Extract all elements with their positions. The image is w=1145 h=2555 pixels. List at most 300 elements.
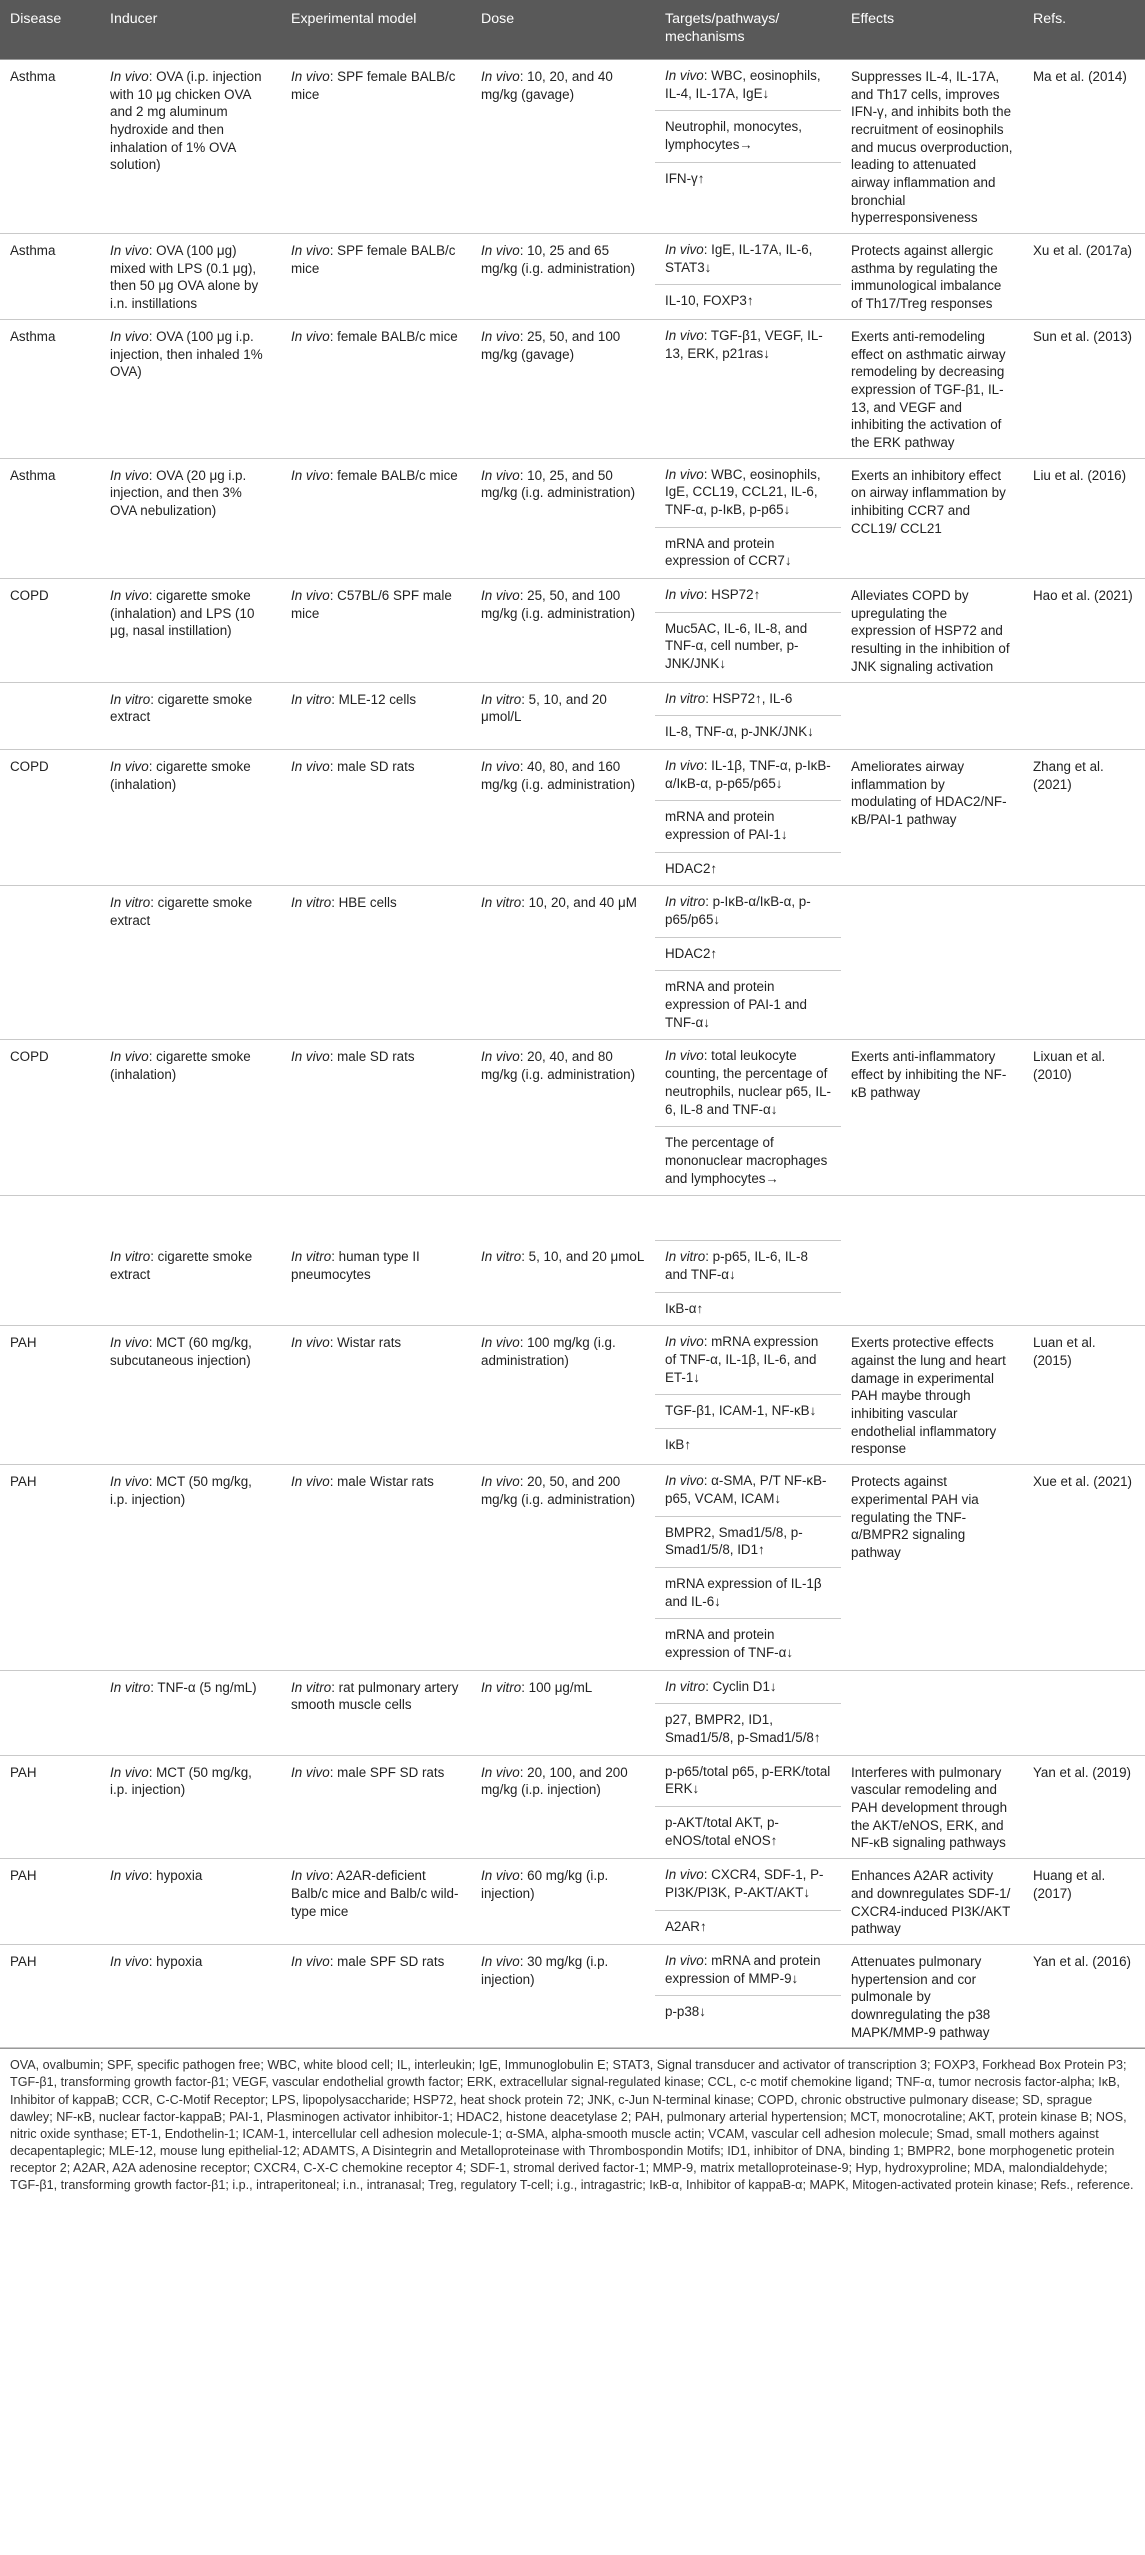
target-text: : mRNA expression of TNF-α, IL-1β, IL-6, and ET-1↓	[665, 1334, 819, 1385]
header-inducer: Inducer	[100, 0, 281, 59]
target-item	[655, 1945, 841, 1996]
target-item	[655, 1429, 841, 1462]
dose-cell-text: : 25, 50, and 100 mg/kg (gavage)	[481, 328, 621, 362]
model-cell	[281, 579, 471, 682]
table-row	[0, 1944, 1145, 2047]
dose-cell	[471, 749, 655, 885]
inducer-cell-prefix: In vivo	[110, 1474, 149, 1490]
targets-cell	[655, 579, 841, 682]
inducer-cell-text: : cigarette smoke (inhalation)	[110, 1049, 251, 1083]
refs-text: Xue et al. (2021)	[1033, 1474, 1133, 1490]
model-cell-text: : SPF female BALB/c mice	[291, 243, 456, 276]
model-cell-text: : Wistar rats	[329, 1335, 402, 1351]
dose-cell	[471, 319, 655, 458]
target-prefix: In vivo	[665, 1952, 704, 1968]
dose-cell	[471, 1040, 655, 1196]
refs-cell	[1023, 1040, 1145, 1196]
target-item	[655, 234, 841, 285]
disease-cell	[0, 682, 100, 749]
table-header	[0, 0, 1145, 59]
target-text: : Cyclin D1↓	[705, 1678, 777, 1694]
inducer-cell	[100, 1755, 281, 1858]
target-item	[655, 285, 841, 318]
target-text: : p-IκB-α/IκB-α, p-p65/p65↓	[665, 894, 811, 928]
model-cell-text: : male SPF SD rats	[329, 1764, 445, 1780]
inducer-cell-prefix: In vivo	[110, 328, 149, 344]
model-cell-text: : female BALB/c mice	[329, 328, 458, 344]
target-text: : α-SMA, P/T NF-κB-p65, VCAM, ICAM↓	[665, 1473, 827, 1506]
model-cell-prefix: In vivo	[291, 467, 330, 483]
dose-cell-text: : 30 mg/kg (i.p. injection)	[481, 1953, 609, 1987]
target-item	[655, 683, 841, 717]
effects-cell	[841, 1755, 1023, 1858]
inducer-cell-text: : cigarette smoke extract	[110, 1249, 253, 1282]
target-prefix: In vitro	[665, 1249, 706, 1265]
target-prefix: In vivo	[665, 1334, 704, 1350]
dose-cell-prefix: In vitro	[481, 895, 522, 911]
inducer-cell-text: : TNF-α (5 ng/mL)	[150, 1679, 257, 1695]
target-text: p-p38↓	[665, 2004, 706, 2020]
inducer-cell	[100, 749, 281, 885]
model-cell-text: : MLE-12 cells	[331, 691, 417, 707]
model-cell	[281, 1326, 471, 1465]
table-row	[0, 1465, 1145, 1671]
table-row	[0, 234, 1145, 320]
target-text: mRNA and protein expression of TNF-α↓	[665, 1627, 794, 1660]
target-text: p-AKT/total AKT, p-eNOS/total eNOS↑	[665, 1815, 779, 1848]
dose-cell-prefix: In vivo	[481, 68, 520, 84]
refs-cell	[1023, 749, 1145, 885]
target-item	[655, 1568, 841, 1619]
disease-cell	[0, 749, 100, 885]
targets-cell	[655, 1944, 841, 2047]
effects-text: Protects against experimental PAH via regulating the TNF-α/BMPR2 signaling pathway	[851, 1474, 979, 1560]
target-item	[655, 1241, 841, 1292]
model-cell-text: : male SD rats	[329, 758, 415, 774]
inducer-cell	[100, 458, 281, 578]
target-item	[655, 971, 841, 1039]
dose-cell-prefix: In vivo	[481, 1335, 520, 1351]
target-text: : IL-1β, TNF-α, p-IκB-α/IκB-α, p-p65/p65↓	[665, 757, 831, 791]
dose-cell-text: : 60 mg/kg (i.p. injection)	[481, 1868, 609, 1901]
effects-cell	[841, 1465, 1023, 1671]
inducer-cell-text: : OVA (100 μg i.p. injection, then inhaled 1% OVA)	[110, 328, 263, 380]
target-prefix: In vitro	[665, 1678, 706, 1694]
target-item	[655, 801, 841, 852]
target-text: : WBC, eosinophils, IL-4, IL-17A, IgE↓	[665, 67, 821, 101]
target-prefix: In vivo	[665, 327, 704, 343]
inducer-cell-prefix: In vivo	[110, 68, 149, 84]
model-cell-prefix: In vivo	[291, 1764, 330, 1780]
targets-cell	[655, 1755, 841, 1858]
model-cell	[281, 886, 471, 1040]
model-cell-prefix: In vivo	[291, 243, 330, 259]
target-item	[655, 60, 841, 111]
target-text: HDAC2↑	[665, 945, 718, 961]
target-text: : CXCR4, SDF-1, P-PI3K/PI3K, P-AKT/AKT↓	[665, 1867, 824, 1900]
effects-cell	[841, 1326, 1023, 1465]
disease-label: Asthma	[10, 68, 56, 84]
refs-text: Yan et al. (2016)	[1033, 1953, 1132, 1969]
model-cell	[281, 59, 471, 233]
target-item	[655, 716, 841, 749]
refs-cell	[1023, 319, 1145, 458]
header-targets: Targets/pathways/ mechanisms	[655, 0, 841, 59]
target-text: mRNA and protein expression of CCR7↓	[665, 535, 792, 569]
target-item	[655, 1465, 841, 1516]
effects-text: Exerts protective effects against the lung and heart damage in experimental PAH maybe through inhibiting vascular endothelial inflammatory response	[851, 1335, 1006, 1457]
target-text: mRNA and protein expression of PAI-1↓	[665, 809, 788, 842]
refs-cell	[1023, 458, 1145, 578]
disease-label: PAH	[10, 1764, 37, 1780]
refs-cell	[1023, 1670, 1145, 1755]
dose-cell-text: : 5, 10, and 20 μmoL	[521, 1249, 645, 1265]
model-cell-prefix: In vivo	[291, 1474, 330, 1490]
inducer-cell-text: : MCT (60 mg/kg, subcutaneous injection)	[110, 1335, 252, 1369]
header-model: Experimental model	[281, 0, 471, 59]
inducer-cell	[100, 682, 281, 749]
dose-cell-prefix: In vivo	[481, 758, 520, 774]
table-row	[0, 1040, 1145, 1196]
effects-text: Enhances A2AR activity and downregulates SDF-1/ CXCR4-induced PI3K/AKT pathway	[851, 1868, 1011, 1937]
target-text: IκB-α↑	[665, 1300, 704, 1316]
header-effects: Effects	[841, 0, 1023, 59]
target-item	[655, 1671, 841, 1705]
dose-cell-prefix: In vivo	[481, 1953, 520, 1969]
disease-label: COPD	[10, 588, 49, 604]
dose-cell-text: : 20, 50, and 200 mg/kg (i.g. administration)	[481, 1474, 636, 1507]
target-item	[655, 528, 841, 578]
dose-cell-text: : 100 μg/mL	[521, 1679, 593, 1695]
model-cell-prefix: In vivo	[291, 68, 330, 84]
model-cell-text: : rat pulmonary artery smooth muscle cells	[291, 1679, 459, 1713]
effects-text: Interferes with pulmonary vascular remodeling and PAH development through the AKT/eNOS, ERK, and NF-κB signaling pathways	[851, 1764, 1008, 1851]
target-text: The percentage of mononuclear macrophages and lymphocytes→	[665, 1135, 828, 1186]
effects-cell	[841, 1196, 1023, 1326]
table-row	[0, 682, 1145, 749]
model-cell	[281, 1755, 471, 1858]
disease-cell	[0, 1859, 100, 1945]
disease-label: PAH	[10, 1335, 37, 1351]
inducer-cell-prefix: In vitro	[110, 895, 151, 911]
table-row	[0, 1326, 1145, 1465]
dose-cell-prefix: In vivo	[481, 1474, 520, 1490]
effects-cell	[841, 1944, 1023, 2047]
model-cell	[281, 319, 471, 458]
inducer-cell	[100, 886, 281, 1040]
target-item	[655, 579, 841, 613]
target-text: : IgE, IL-17A, IL-6, STAT3↓	[665, 242, 813, 275]
target-item	[655, 1911, 841, 1944]
model-cell-text: : male SPF SD rats	[329, 1953, 445, 1969]
targets-cell	[655, 1859, 841, 1945]
dose-cell	[471, 458, 655, 578]
target-item	[655, 886, 841, 937]
inducer-cell	[100, 1465, 281, 1671]
model-cell-text: : female BALB/c mice	[329, 467, 458, 483]
dose-cell-prefix: In vivo	[481, 243, 520, 259]
refs-cell	[1023, 1326, 1145, 1465]
dose-cell	[471, 234, 655, 320]
inducer-cell	[100, 1859, 281, 1945]
target-text: : total leukocyte counting, the percentage of neutrophils, nuclear p65, IL-6, IL-8 and TNF-α↓	[665, 1048, 831, 1117]
target-text: : TGF-β1, VEGF, IL-13, ERK, p21ras↓	[665, 327, 823, 361]
dose-cell	[471, 1196, 655, 1326]
disease-cell	[0, 579, 100, 682]
inducer-cell-prefix: In vivo	[110, 758, 149, 774]
inducer-cell-text: : OVA (100 μg) mixed with LPS (0.1 μg), then 50 μg OVA alone by i.n. instillations	[110, 243, 259, 312]
refs-text: Luan et al. (2015)	[1033, 1335, 1096, 1369]
dose-cell-text: : 5, 10, and 20 μmol/L	[481, 691, 607, 725]
refs-cell	[1023, 1944, 1145, 2047]
inducer-cell-prefix: In vivo	[110, 1953, 149, 1969]
header-refs: Refs.	[1023, 0, 1145, 59]
table-row	[0, 749, 1145, 885]
model-cell-prefix: In vivo	[291, 328, 330, 344]
targets-cell	[655, 234, 841, 320]
refs-text: Sun et al. (2013)	[1033, 328, 1133, 344]
disease-cell	[0, 1465, 100, 1671]
target-prefix: In vitro	[665, 894, 706, 910]
table-row	[0, 319, 1145, 458]
target-text: : WBC, eosinophils, IgE, CCL19, CCL21, IL-6, TNF-α, p-IκB, p-p65↓	[665, 466, 821, 518]
target-text: : mRNA and protein expression of MMP-9↓	[665, 1952, 821, 1986]
target-text: : HSP72↑	[703, 587, 761, 603]
effects-cell	[841, 749, 1023, 885]
dose-cell	[471, 1465, 655, 1671]
targets-cell	[655, 1196, 841, 1326]
table-footnote: OVA, ovalbumin; SPF, specific pathogen free; WBC, white blood cell; IL, interleukin; IgE, Immunoglobulin E; STAT3, Signal transducer and activator of transcription 3; FOXP3, Forkhead Box Protein P3; TGF-β1, transforming growth factor-β1; VEGF, vascular endothelial growth factor; ERK, extracellular signal-regulated kinase; CCL, c-c motif chemokine ligand; TNF-α, tumor necrosis factor-alpha; IκB, Inhibitor of kappaB; CCR, C-C-Motif Receptor; LPS, lipopolysaccharide; HSP72, heat shock protein 72; JNK, c-Jun N-terminal kinase; COPD, chronic obstructive pulmonary disease; SD, sprague dawley; NF-κB, nuclear factor-kappaB; PAI-1, Plasminogen activator inhibitor-1; HDAC2, histone deacetylase 2; PAH, pulmonary arterial hypertension; MCT, monocrotaline; AKT, protein kinase B; NOS, nitric oxide synthase; ET-1, Endothelin-1; ICAM-1, intercellular cell adhesion molecule-1; α-SMA, alpha-smooth muscle actin; VCAM, vascular cell adhesion molecule; Smad, small mothers against decapentaplegic; MLE-12, mouse lung epithelial-12; ADAMTS, A Disintegrin and Metalloproteinase with Thrombospondin Motifs; ID1, inhibitor of DNA, binding 1; BMPR2, bone morphogenetic protein receptor 2; A2AR, A2A adenosine receptor; CXCR4, C-X-C chemokine receptor 4; SDF-1, stromal derived factor-1; MMP-9, matrix metalloproteinase-9; Hyp, hydroxyproline; MDA, malondialdehyde; TGF-β1, transforming growth factor-β1; i.p., intraperitoneal; i.n., intranasal; Treg, regulatory T-cell; i.g., intragastric; IκB-α, Inhibitor of kappaB-α; MAPK, Mitogen-activated protein kinase; Refs., reference.	[0, 2048, 1145, 2204]
dose-cell-text: : 20, 40, and 80 mg/kg (i.g. administration)	[481, 1049, 636, 1083]
disease-label: PAH	[10, 1474, 37, 1490]
dose-cell-prefix: In vivo	[481, 588, 520, 604]
target-prefix: In vivo	[665, 1867, 704, 1883]
inducer-cell-text: : cigarette smoke (inhalation) and LPS (10 μg, nasal instillation)	[110, 588, 255, 639]
target-item	[655, 1293, 841, 1326]
target-text: TGF-β1, ICAM-1, NF-κB↓	[665, 1403, 817, 1419]
model-cell	[281, 1859, 471, 1945]
refs-cell	[1023, 1755, 1145, 1858]
target-prefix: In vivo	[665, 1048, 704, 1064]
refs-cell	[1023, 59, 1145, 233]
disease-cell	[0, 1326, 100, 1465]
table-row	[0, 458, 1145, 578]
disease-cell	[0, 1944, 100, 2047]
model-cell-prefix: In vitro	[291, 691, 332, 707]
dose-cell-text: : 25, 50, and 100 mg/kg (i.g. administration)	[481, 588, 636, 621]
inducer-cell-text: : cigarette smoke extract	[110, 895, 253, 929]
targets-cell	[655, 682, 841, 749]
dose-cell-prefix: In vivo	[481, 328, 520, 344]
table-row	[0, 59, 1145, 233]
dose-cell	[471, 1670, 655, 1755]
effects-cell	[841, 59, 1023, 233]
model-cell	[281, 1944, 471, 2047]
model-cell	[281, 234, 471, 320]
targets-cell	[655, 886, 841, 1040]
table-row	[0, 886, 1145, 1040]
effects-cell	[841, 458, 1023, 578]
dose-cell	[471, 59, 655, 233]
inducer-cell	[100, 1670, 281, 1755]
target-item	[655, 1517, 841, 1568]
table-row	[0, 1859, 1145, 1945]
model-cell	[281, 1670, 471, 1755]
inducer-cell-text: : MCT (50 mg/kg, i.p. injection)	[110, 1764, 252, 1798]
dose-cell-prefix: In vitro	[481, 1679, 522, 1695]
model-cell	[281, 749, 471, 885]
target-text: IκB↑	[665, 1437, 692, 1453]
model-cell-prefix: In vitro	[291, 895, 332, 911]
disease-cell	[0, 234, 100, 320]
refs-text: Huang et al. (2017)	[1033, 1868, 1106, 1901]
effects-text: Exerts anti-remodeling effect on asthmatic airway remodeling by decreasing expression of TGF-β1, IL-13, and VEGF and inhibiting the activation of the ERK pathway	[851, 328, 1006, 450]
target-item	[655, 1395, 841, 1429]
inducer-cell-prefix: In vivo	[110, 1868, 149, 1884]
effects-text: Attenuates pulmonary hypertension and cor pulmonale by downregulating the p38 MAPK/MMP-9 pathway	[851, 1953, 991, 2040]
disease-label: Asthma	[10, 467, 56, 483]
model-cell-text: : male SD rats	[329, 1049, 415, 1065]
model-cell-prefix: In vivo	[291, 1953, 330, 1969]
disease-label: PAH	[10, 1953, 37, 1969]
target-item	[655, 750, 841, 801]
dose-cell-prefix: In vivo	[481, 467, 520, 483]
target-item	[655, 1996, 841, 2029]
inducer-cell	[100, 579, 281, 682]
dose-cell-text: : 20, 100, and 200 mg/kg (i.p. injection)	[481, 1764, 628, 1798]
target-prefix: In vivo	[665, 242, 704, 258]
inducer-cell-prefix: In vivo	[110, 588, 149, 604]
inducer-cell-text: : OVA (20 μg i.p. injection, and then 3% OVA nebulization)	[110, 467, 247, 519]
target-text: : p-p65, IL-6, IL-8 and TNF-α↓	[665, 1249, 808, 1282]
target-text: Muc5AC, IL-6, IL-8, and TNF-α, cell number, p-JNK/JNK↓	[665, 620, 808, 672]
target-item	[655, 320, 841, 370]
targets-cell	[655, 1040, 841, 1196]
inducer-cell-prefix: In vivo	[110, 467, 149, 483]
target-text: Neutrophil, monocytes, lymphocytes→	[665, 119, 802, 152]
effects-text: Exerts an inhibitory effect on airway inflammation by inhibiting CCR7 and CCL19/ CCL21	[851, 467, 1006, 536]
dose-cell-text: : 10, 20, and 40 μM	[521, 895, 637, 911]
effects-cell	[841, 1859, 1023, 1945]
target-text: mRNA and protein expression of PAI-1 and TNF-α↓	[665, 979, 807, 1030]
disease-cell	[0, 1196, 100, 1326]
disease-label: Asthma	[10, 328, 56, 344]
effects-cell	[841, 682, 1023, 749]
refs-cell	[1023, 1859, 1145, 1945]
inducer-cell-prefix: In vitro	[110, 691, 151, 707]
effects-cell	[841, 234, 1023, 320]
inducer-cell	[100, 1944, 281, 2047]
inducer-cell-prefix: In vivo	[110, 1049, 149, 1065]
inducer-cell-prefix: In vivo	[110, 1335, 149, 1351]
dose-cell	[471, 1859, 655, 1945]
target-item	[655, 111, 841, 162]
model-cell-text: : HBE cells	[331, 895, 397, 911]
dose-cell	[471, 1326, 655, 1465]
effects-text: Ameliorates airway inflammation by modulating of HDAC2/NF-κB/PAI-1 pathway	[851, 758, 1007, 827]
disease-cell	[0, 1755, 100, 1858]
refs-cell	[1023, 579, 1145, 682]
effects-cell	[841, 886, 1023, 1040]
disease-label: Asthma	[10, 243, 56, 259]
dose-cell-prefix: In vivo	[481, 1764, 520, 1780]
dose-cell	[471, 886, 655, 1040]
dose-cell	[471, 1944, 655, 2047]
model-cell-prefix: In vivo	[291, 1868, 330, 1884]
dose-cell	[471, 579, 655, 682]
model-cell-prefix: In vitro	[291, 1679, 332, 1695]
target-prefix: In vivo	[665, 67, 704, 83]
target-text: IL-10, FOXP3↑	[665, 293, 754, 309]
table-row	[0, 1670, 1145, 1755]
disease-label: PAH	[10, 1868, 37, 1884]
inducer-cell-text: : MCT (50 mg/kg, i.p. injection)	[110, 1474, 252, 1507]
disease-cell	[0, 1670, 100, 1755]
refs-text: Xu et al. (2017a)	[1033, 243, 1133, 259]
effects-text: Alleviates COPD by upregulating the expression of HSP72 and resulting in the inhibition of JNK signaling activation	[851, 588, 1010, 674]
targets-cell	[655, 749, 841, 885]
disease-cell	[0, 886, 100, 1040]
target-item	[655, 1127, 841, 1195]
refs-cell	[1023, 886, 1145, 1040]
target-text: p27, BMPR2, ID1, Smad1/5/8, p-Smad1/5/8↑	[665, 1712, 821, 1746]
target-item	[655, 1619, 841, 1669]
dose-cell-text: : 10, 20, and 40 mg/kg (gavage)	[481, 68, 613, 102]
targets-cell	[655, 319, 841, 458]
dose-cell-prefix: In vivo	[481, 1049, 520, 1065]
dose-cell-text: : 40, 80, and 160 mg/kg (i.g. administration)	[481, 758, 636, 792]
refs-cell	[1023, 682, 1145, 749]
table-body	[0, 59, 1145, 2047]
effects-cell	[841, 1670, 1023, 1755]
target-prefix: In vivo	[665, 587, 704, 603]
dose-cell-prefix: In vitro	[481, 691, 522, 707]
target-text: mRNA expression of IL-1β and IL-6↓	[665, 1575, 822, 1609]
targets-cell	[655, 1670, 841, 1755]
model-cell	[281, 1196, 471, 1326]
inducer-cell-prefix: In vivo	[110, 1764, 149, 1780]
refs-text: Ma et al. (2014)	[1033, 68, 1127, 84]
effects-cell	[841, 1040, 1023, 1196]
table-row	[0, 1196, 1145, 1326]
inducer-cell-prefix: In vitro	[110, 1249, 151, 1265]
target-text: IL-8, TNF-α, p-JNK/JNK↓	[665, 724, 814, 740]
effects-text: Suppresses IL-4, IL-17A, and Th17 cells, improves IFN-γ, and inhibits both the recruitment of eosinophils and mucus overproduction, leading to attenuated airway inflammation and bronchial hyperresponsiveness	[851, 68, 1013, 226]
target-item	[655, 163, 841, 196]
refs-text: Zhang et al. (2021)	[1033, 758, 1104, 792]
target-item	[655, 1807, 841, 1857]
refs-text: Yan et al. (2019)	[1033, 1764, 1132, 1780]
refs-cell	[1023, 1465, 1145, 1671]
header-disease: Disease	[0, 0, 100, 59]
model-cell-prefix: In vivo	[291, 758, 330, 774]
refs-text: Lixuan et al. (2010)	[1033, 1049, 1106, 1083]
target-text: BMPR2, Smad1/5/8, p-Smad1/5/8, ID1↑	[665, 1524, 803, 1558]
target-prefix: In vivo	[665, 466, 704, 482]
dose-cell-prefix: In vivo	[481, 1868, 520, 1884]
inducer-cell-text: : OVA (i.p. injection with 10 μg chicken OVA and 2 mg aluminum hydroxide and then inhalation of 1% OVA solution)	[110, 68, 262, 173]
target-text: : HSP72↑, IL-6	[705, 690, 793, 706]
dose-cell-text: : 10, 25, and 50 mg/kg (i.g. administration)	[481, 467, 636, 501]
dose-cell-text: : 100 mg/kg (i.g. administration)	[481, 1335, 616, 1369]
targets-cell	[655, 1465, 841, 1671]
model-cell-text: : male Wistar rats	[329, 1474, 434, 1490]
table-row	[0, 579, 1145, 682]
dose-cell-text: : 10, 25 and 65 mg/kg (i.g. administration)	[481, 243, 636, 276]
disease-label: COPD	[10, 758, 49, 774]
target-item	[655, 1704, 841, 1754]
target-text: A2AR↑	[665, 1918, 707, 1934]
